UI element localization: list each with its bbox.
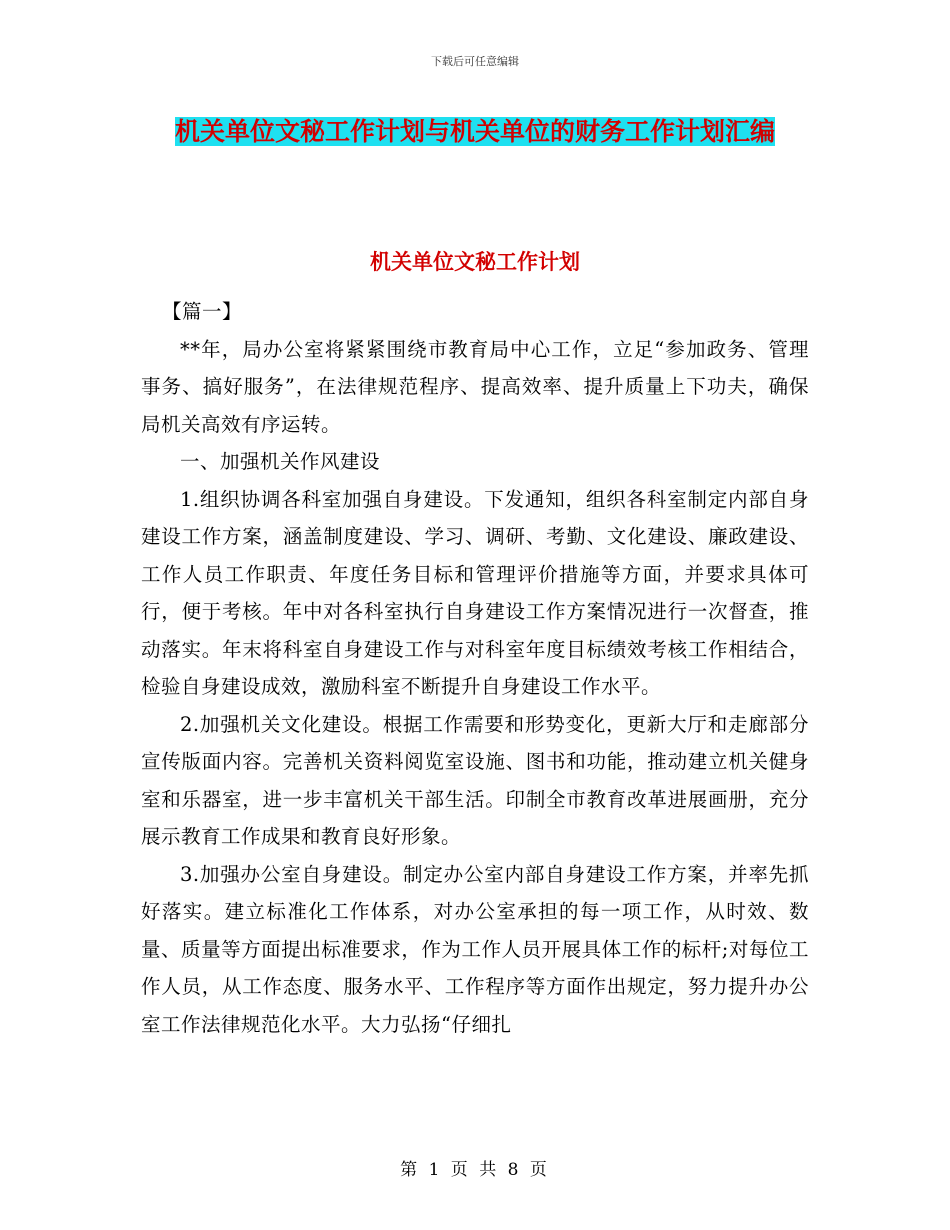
paragraph-item-1: 1.组织协调各科室加强自身建设。下发通知，组织各科室制定内部自身建设工作方案，涵盖制度建设、学习、调研、考勤、文化建设、廉政建设、工作人员工作职责、年度任务目标和管理评价措施等方面，并要求具体可行，便于考核。年中对各科室执行自身建设工作方案情况进行一次督查，推动落实。年末将科室自身建设工作与对科室年度目标绩效考核工作相结合，检验自身建设成效，激励科室不断提升自身建设工作水平。 [141, 487, 809, 698]
paragraph-item-3: 3.加强办公室自身建设。制定办公室内部自身建设工作方案，并率先抓好落实。建立标准化工作体系，对办公室承担的每一项工作，从时效、数量、质量等方面提出标准要求，作为工作人员开展具体工作的标杆;对每位工作人员，从工作态度、服务水平、工作程序等方面作出规定，努力提升办公室工作法律规范化水平。大力弘扬“仔细扎 [141, 862, 809, 1036]
heading-section-1: 一、加强机关作风建设 [180, 450, 381, 473]
paragraph-intro: **年，局办公室将紧紧围绕市教育局中心工作，立足“参加政务、管理事务、搞好服务”，在法律规范程序、提高效率、提升质量上下功夫，确保局机关高效有序运转。 [141, 337, 809, 436]
document-title [140, 108, 810, 156]
document-title-text: 机关单位文秘工作计划与机关单位的财务工作计划汇编 [174, 117, 775, 146]
document-body [141, 293, 809, 1043]
header-note: 下载后可任意编辑 [431, 55, 519, 68]
part-label: 【篇一】 [162, 300, 243, 323]
section-title: 机关单位文秘工作计划 [370, 250, 580, 274]
page-number: 第 1 页 共 8 页 [400, 1160, 550, 1180]
paragraph-item-2: 2.加强机关文化建设。根据工作需要和形势变化，更新大厅和走廊部分宣传版面内容。完善机关资料阅览室设施、图书和功能，推动建立机关健身室和乐器室，进一步丰富机关干部生活。印制全市教育改革进展画册，充分展示教育工作成果和教育良好形象。 [141, 712, 809, 848]
